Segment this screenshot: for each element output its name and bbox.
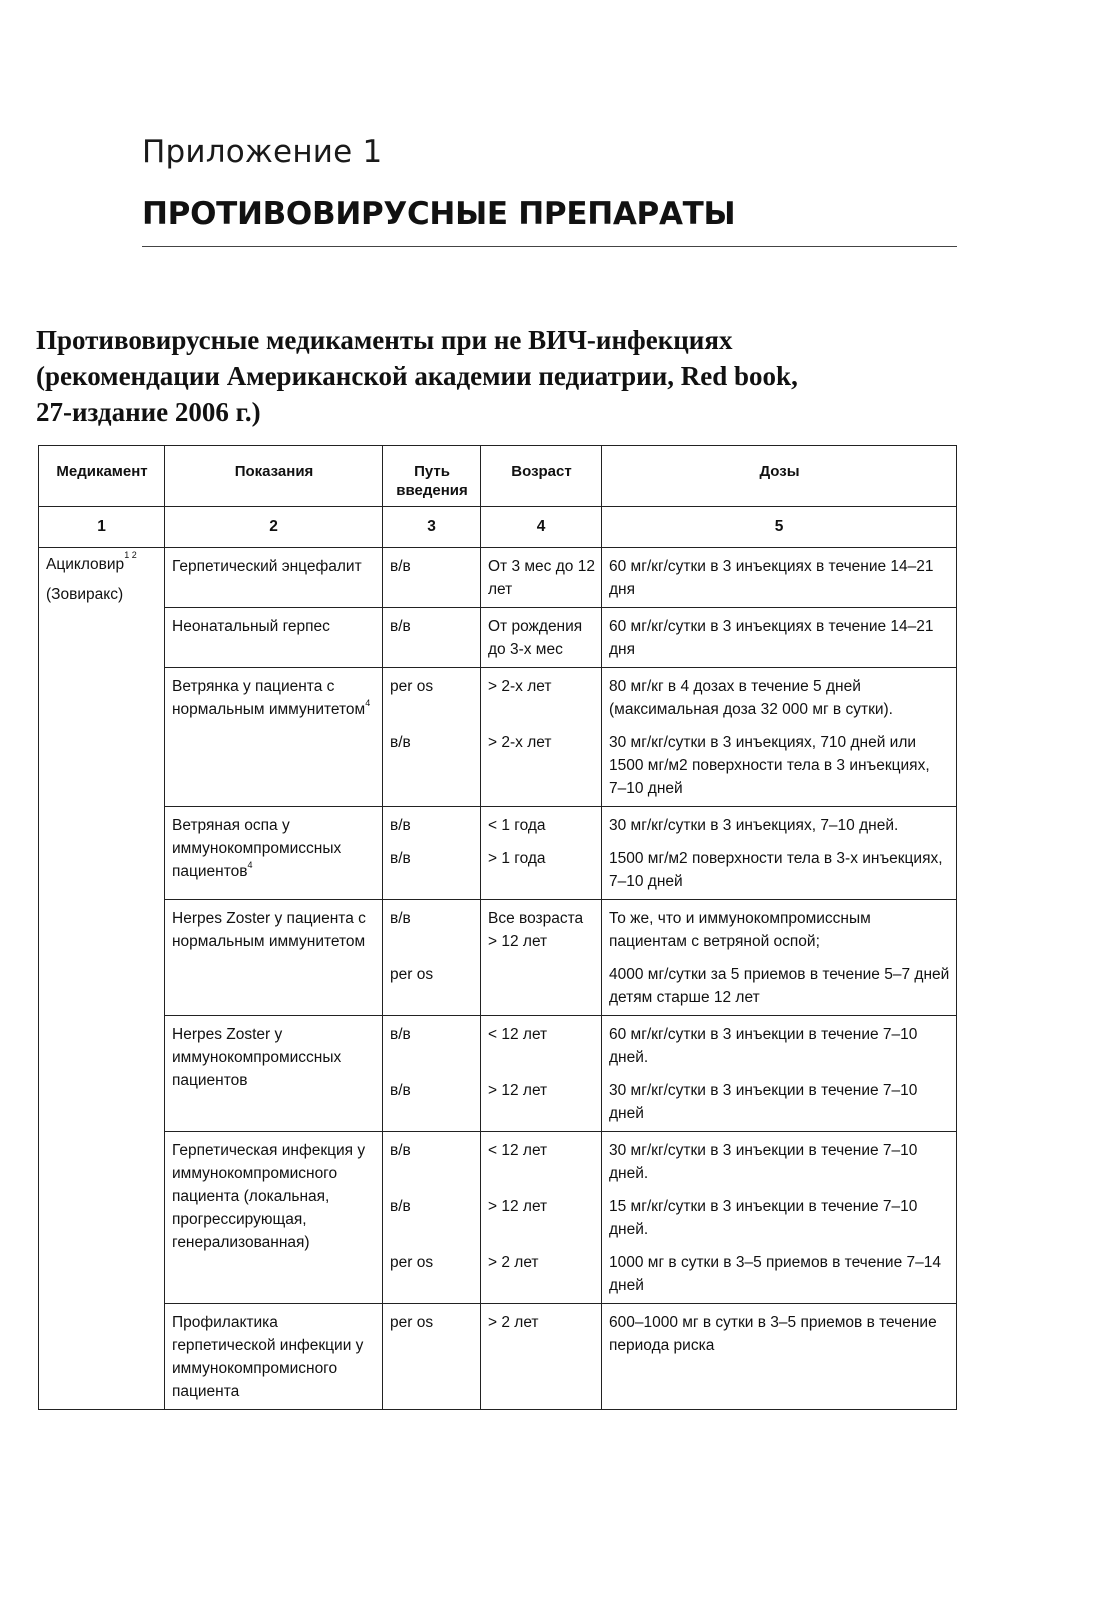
indication-text: Герпетический энцефалит <box>172 558 362 575</box>
spacer <box>609 837 950 847</box>
spacer <box>390 930 474 963</box>
header-drug: Медикамент <box>39 446 165 507</box>
route-value: в/в <box>390 1082 411 1099</box>
column-number: 2 <box>165 507 383 548</box>
spacer <box>488 1162 595 1195</box>
spacer <box>390 837 474 847</box>
dose-value: 30 мг/кг/сутки в 3 инъекции в течение 7–10 дней. <box>609 1142 918 1182</box>
route-value: в/в <box>390 1142 411 1159</box>
age-cell <box>481 1016 602 1132</box>
route-value: per os <box>390 1314 434 1331</box>
footnote-ref: 4 <box>247 860 253 870</box>
dose-value: 600–1000 мг в сутки в 3–5 приемов в течение периода риска <box>609 1314 937 1354</box>
age-value: Все возраста > 12 лет <box>488 910 584 950</box>
route-value: в/в <box>390 910 411 927</box>
column-number-row <box>39 507 957 548</box>
age-value: > 12 лет <box>488 1082 548 1099</box>
column-number: 5 <box>602 507 957 548</box>
dose-value: 60 мг/кг/сутки в 3 инъекциях в течение 14–21 дня <box>609 618 934 658</box>
route-cell <box>383 1016 481 1132</box>
spacer <box>488 837 595 847</box>
header-doses: Дозы <box>602 446 957 507</box>
spacer <box>390 1218 474 1251</box>
route-value: в/в <box>390 850 411 867</box>
age-value: > 2 лет <box>488 1314 539 1331</box>
table-row <box>39 608 957 668</box>
dose-value: 80 мг/кг в 4 дозах в течение 5 дней (максимальная доза 32 000 мг в сутки). <box>609 678 893 718</box>
age-value: > 2 лет <box>488 1254 539 1271</box>
dose-cell <box>602 1304 957 1410</box>
age-cell <box>481 608 602 668</box>
caption-line: 27-издание 2006 г.) <box>36 397 261 427</box>
spacer <box>609 953 950 963</box>
dose-value: 30 мг/кг/сутки в 3 инъекциях, 710 дней или 1500 мг/м2 поверхности тела в 3 инъекциях, 7–10 дней <box>609 734 930 797</box>
indication-cell <box>165 668 383 807</box>
dose-cell <box>602 668 957 807</box>
age-value: > 2-х лет <box>488 678 552 695</box>
drug-trade-name: (Зовиракс) <box>46 586 124 603</box>
header-age: Возраст <box>481 446 602 507</box>
age-cell <box>481 900 602 1016</box>
indication-text: Неонатальный герпес <box>172 618 330 635</box>
spacer <box>609 721 950 731</box>
route-cell <box>383 807 481 900</box>
table-caption <box>36 322 936 430</box>
route-cell <box>383 608 481 668</box>
indication-cell <box>165 548 383 608</box>
route-cell <box>383 900 481 1016</box>
table-header-row <box>39 446 957 507</box>
spacer <box>390 698 474 731</box>
caption-line: (рекомендации Американской академии педиатрии, Red book, <box>36 361 798 391</box>
indication-cell <box>165 1304 383 1410</box>
footnote-ref: 4 <box>365 698 371 708</box>
dose-value: 1500 мг/м2 поверхности тела в 3-х инъекциях, 7–10 дней <box>609 850 943 890</box>
table-row <box>39 548 957 608</box>
age-value: < 12 лет <box>488 1142 548 1159</box>
age-value: > 12 лет <box>488 1198 548 1215</box>
indication-cell <box>165 1132 383 1304</box>
spacer <box>488 1218 595 1251</box>
route-cell <box>383 668 481 807</box>
route-cell <box>383 1304 481 1410</box>
spacer <box>609 1069 950 1079</box>
table-row <box>39 1016 957 1132</box>
spacer <box>488 1046 595 1079</box>
dose-cell <box>602 608 957 668</box>
dose-cell <box>602 548 957 608</box>
chapter-title: ПРОТИВОВИРУСНЫЕ ПРЕПАРАТЫ <box>142 196 736 232</box>
age-value: От 3 мес до 12 лет <box>488 558 595 598</box>
table-row <box>39 668 957 807</box>
route-cell <box>383 1132 481 1304</box>
dose-value: 60 мг/кг/сутки в 3 инъекциях в течение 14–21 дня <box>609 558 934 598</box>
age-value: От рождения до 3-х мес <box>488 618 583 658</box>
age-value: < 12 лет <box>488 1026 548 1043</box>
age-cell <box>481 807 602 900</box>
age-cell <box>481 668 602 807</box>
route-value: per os <box>390 678 434 695</box>
dose-value: 60 мг/кг/сутки в 3 инъекции в течение 7–10 дней. <box>609 1026 918 1066</box>
route-value: в/в <box>390 817 411 834</box>
caption-line: Противовирусные медикаменты при не ВИЧ-инфекциях <box>36 325 733 355</box>
indication-cell <box>165 900 383 1016</box>
antiviral-drugs-table <box>38 445 957 1410</box>
spacer <box>609 1185 950 1195</box>
age-cell <box>481 1304 602 1410</box>
dose-cell <box>602 900 957 1016</box>
dose-value: 15 мг/кг/сутки в 3 инъекции в течение 7–10 дней. <box>609 1198 918 1238</box>
column-number: 3 <box>383 507 481 548</box>
indication-cell <box>165 608 383 668</box>
route-value: в/в <box>390 1198 411 1215</box>
age-cell <box>481 548 602 608</box>
dose-value: 1000 мг в сутки в 3–5 приемов в течение 7–14 дней <box>609 1254 942 1294</box>
indication-text: Ветряная оспа у иммунокомпромиссных пациентов <box>172 817 342 880</box>
route-value: в/в <box>390 618 411 635</box>
column-number: 4 <box>481 507 602 548</box>
indication-cell <box>165 1016 383 1132</box>
dose-cell <box>602 807 957 900</box>
table-row <box>39 900 957 1016</box>
drug-name <box>46 550 158 580</box>
age-value: > 2-х лет <box>488 734 552 751</box>
route-value: per os <box>390 966 434 983</box>
dose-value: 4000 мг/сутки за 5 приемов в течение 5–7 дней детям старше 12 лет <box>609 966 950 1006</box>
title-divider <box>142 246 957 247</box>
drug-cell <box>39 548 165 1410</box>
dose-value: То же, что и иммунокомпромиссным пациентам с ветряной оспой; <box>609 910 871 950</box>
table-row <box>39 807 957 900</box>
route-value: в/в <box>390 558 411 575</box>
dose-cell <box>602 1016 957 1132</box>
spacer <box>390 1162 474 1195</box>
indication-cell <box>165 807 383 900</box>
age-cell <box>481 1132 602 1304</box>
table-row <box>39 1304 957 1410</box>
spacer <box>488 698 595 731</box>
column-number: 1 <box>39 507 165 548</box>
indication-text: Ветрянка у пациента с нормальным иммунитетом <box>172 678 366 718</box>
age-value: > 1 года <box>488 850 546 867</box>
indication-text: Профилактика герпетической инфекции у иммунокомпромисного пациента <box>172 1314 364 1400</box>
route-value: per os <box>390 1254 434 1271</box>
dose-cell <box>602 1132 957 1304</box>
spacer <box>609 1241 950 1251</box>
footnote-ref: 1 2 <box>124 550 137 560</box>
appendix-label: Приложение 1 <box>142 134 383 170</box>
route-cell <box>383 548 481 608</box>
route-value: в/в <box>390 734 411 751</box>
indication-text: Herpes Zoster у пациента с нормальным иммунитетом <box>172 910 366 950</box>
spacer <box>390 1046 474 1079</box>
dose-value: 30 мг/кг/сутки в 3 инъекциях, 7–10 дней. <box>609 817 899 834</box>
header-indications: Показания <box>165 446 383 507</box>
indication-text: Herpes Zoster у иммунокомпромиссных пациентов <box>172 1026 342 1089</box>
header-route: Путь введения <box>383 446 481 507</box>
route-value: в/в <box>390 1026 411 1043</box>
table-row <box>39 1132 957 1304</box>
drug-name-text: Ацикловир <box>46 556 125 573</box>
dose-value: 30 мг/кг/сутки в 3 инъекции в течение 7–10 дней <box>609 1082 918 1122</box>
age-value: < 1 года <box>488 817 546 834</box>
indication-text: Герпетическая инфекция у иммунокомпромисного пациента (локальная, прогрессирующая, генерализованная) <box>172 1142 366 1251</box>
